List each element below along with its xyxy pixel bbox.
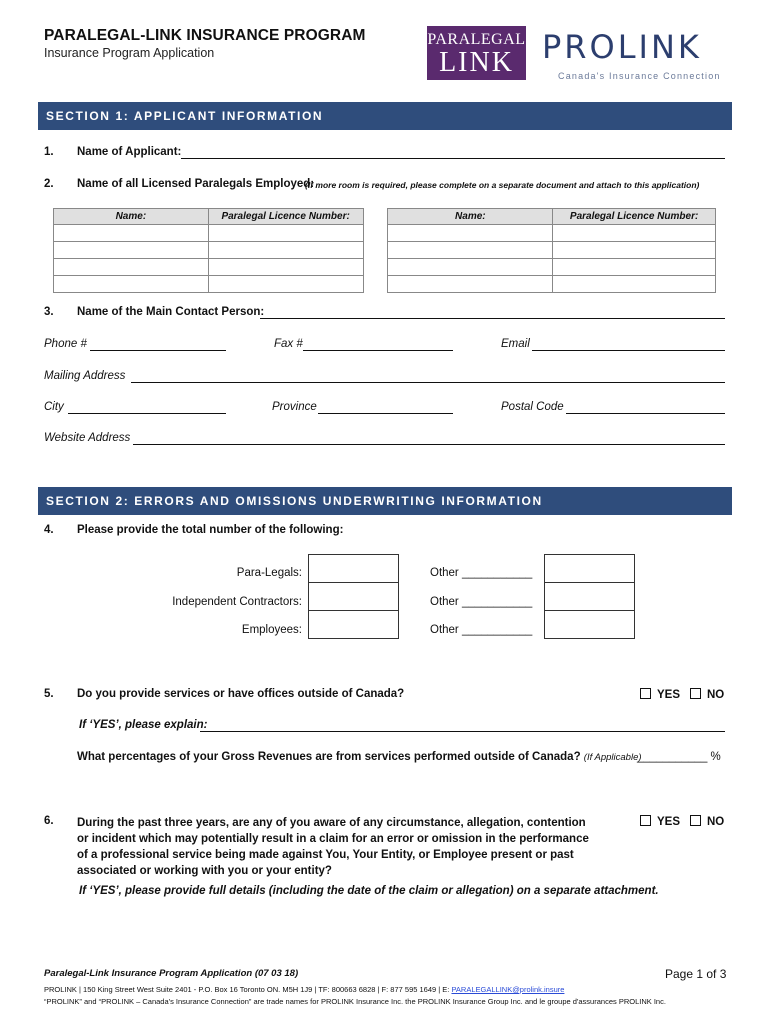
q3-number: 3. [44,306,54,318]
prolink-logo: PROLINK [542,28,702,66]
para-legals-count[interactable] [308,554,399,583]
q5-explain-label: If ‘YES’, please explain: [79,719,208,731]
q5-percentage-label: What percentages of your Gross Revenues are from services performed outside of Canada? (If Applicable) [77,751,642,763]
logo-link-text: LINK [439,47,514,78]
q2-label: Name of all Licensed Paralegals Employed: [77,178,315,190]
other-label-2: Other ___________ [430,596,533,608]
q6-number: 6. [44,815,54,827]
city-label: City [44,401,64,413]
postal-code-field[interactable] [566,413,725,414]
footer-address: PROLINK | 150 King Street West Suite 2401 - P.O. Box 16 Toronto ON. M5H 1J9 | TF: 800663 6828 | F: 877 595 1649 | E: PARALEGALLINK@prolink.insure [44,985,565,994]
website-label: Website Address [44,432,131,444]
q4-label: Please provide the total number of the following: [77,524,344,536]
table-header-name: Name: [54,209,209,225]
city-field[interactable] [68,413,226,414]
fax-label: Fax # [274,338,303,350]
applicant-name-field[interactable] [181,158,725,159]
postal-code-label: Postal Code [501,401,564,413]
footer-email-link[interactable]: PARALEGALLINK@prolink.insure [451,985,565,994]
table-row [54,276,716,293]
paralegal-link-logo [427,26,526,80]
checkbox-icon[interactable] [690,688,701,699]
q5-number: 5. [44,688,54,700]
phone-field[interactable] [90,350,226,351]
email-label: Email [501,338,530,350]
other-count-2[interactable] [544,582,635,611]
page-number: Page 1 of 3 [665,967,727,981]
para-legals-label: Para-Legals: [236,567,302,579]
q4-number: 4. [44,524,54,536]
q6-followup: If ‘YES’, please provide full details (including the date of the claim or allegation) on a separate attachment. [79,885,659,897]
q5-label: Do you provide services or have offices outside of Canada? [77,688,405,700]
other-count-3[interactable] [544,610,635,639]
q5-explain-field[interactable] [200,731,725,732]
table-row [54,225,716,242]
checkbox-icon[interactable] [640,815,651,826]
employees-label: Employees: [241,624,302,636]
q2-note: (If more room is required, please complete on a separate document and attach to this application) [305,180,700,190]
other-count-1[interactable] [544,554,635,583]
section1-header: SECTION 1: APPLICANT INFORMATION [38,102,732,130]
fax-field[interactable] [303,350,453,351]
province-label: Province [272,401,317,413]
prolink-tagline: Canada's Insurance Connection [558,71,721,81]
table-row [54,259,716,276]
q5-percentage-field[interactable]: ___________ % [637,751,721,763]
table-header-licence: Paralegal Licence Number: [553,209,716,225]
province-field[interactable] [318,413,453,414]
page-subtitle: Insurance Program Application [44,46,215,60]
page-title: PARALEGAL-LINK INSURANCE PROGRAM [44,27,366,44]
q1-label: Name of Applicant: [77,146,182,158]
mailing-address-field[interactable] [131,382,725,383]
checkbox-icon[interactable] [690,815,701,826]
table-row [54,242,716,259]
other-label-3: Other ___________ [430,624,533,636]
logo-paralegal-text: PARALEGAL [427,31,526,48]
footer-trademark: “PROLINK” and “PROLINK – Canada's Insurance Connection” are trade names for PROLINK Insurance Inc. the PROLINK Insurance Group Inc. and le groupe d'assurances PROLINK Inc. [44,997,666,1006]
q5-no-option[interactable]: NO [690,688,724,701]
q5-yes-option[interactable]: YES [640,688,680,701]
paralegals-table [53,208,716,293]
q3-label: Name of the Main Contact Person: [77,306,265,318]
q1-number: 1. [44,146,54,158]
q2-number: 2. [44,178,54,190]
checkbox-icon[interactable] [640,688,651,699]
website-field[interactable] [133,444,725,445]
section2-header: SECTION 2: ERRORS AND OMISSIONS UNDERWRITING INFORMATION [38,487,732,515]
mailing-address-label: Mailing Address [44,370,126,382]
footer-doc-name: Paralegal-Link Insurance Program Application (07 03 18) [44,968,299,979]
q6-no-option[interactable]: NO [690,815,724,828]
contractors-count[interactable] [308,582,399,611]
employees-count[interactable] [308,610,399,639]
q6-text: During the past three years, are any of you aware of any circumstance, allegation, contention or incident which may potentially result in a claim for an error or omission in the performance of a professional service being made against You, Your Entity, or Employee present or past associated or working with you or your entity? [77,817,589,877]
table-header-name: Name: [388,209,553,225]
table-header-licence: Paralegal Licence Number: [208,209,363,225]
main-contact-field[interactable] [260,318,725,319]
q5-percentage-note: (If Applicable) [583,752,642,763]
contractors-label: Independent Contractors: [172,596,302,608]
q6-yes-option[interactable]: YES [640,815,680,828]
email-field[interactable] [532,350,725,351]
phone-label: Phone # [44,338,87,350]
other-label-1: Other ___________ [430,567,533,579]
